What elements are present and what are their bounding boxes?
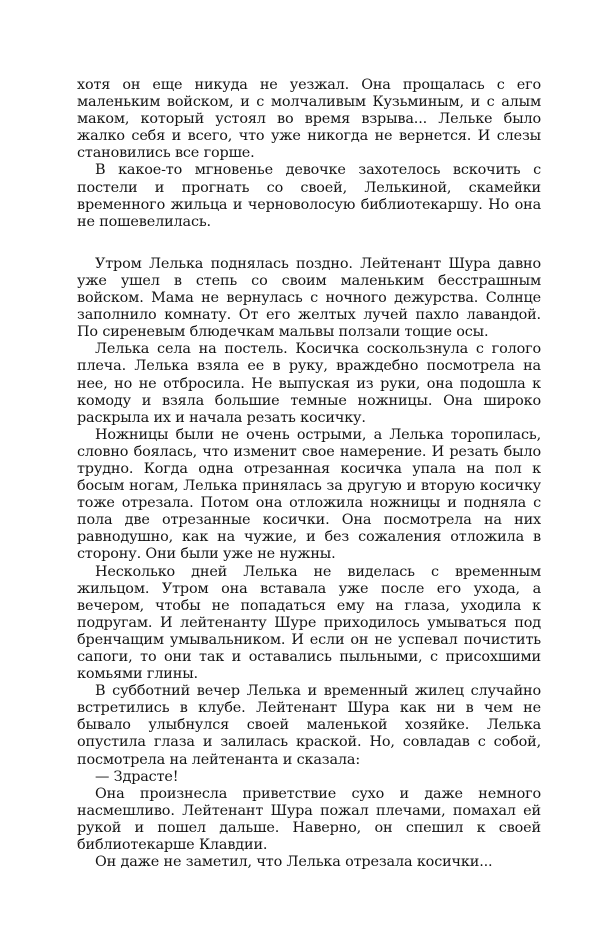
dialogue-line: — Здрасте! [95,768,179,785]
paragraph: Несколько дней Лелька не виделась с временным жильцом. Утром она вставала уже после его ухода, а вечером, чтобы не попадаться ему на глаза, уходила к подругам. И лейтенанту Шуре приходилось умываться под бренчащим умывальником. И если он не успевал почистить сапоги, то они так и оставались пыльными, с присохшими комьями глины. [77,563,541,683]
paragraph: Он даже не заметил, что Лелька отрезала косички... [95,854,493,871]
paragraph: хотя он еще никуда не уезжал. Она прощалась с его маленьким войском, и с молчаливым Кузьминым, и с алым маком, который устоял во время взрыва... Лельке было жалко себя и всего, что уже никогда не вернется. И слезы становились все горше. [77,77,541,162]
paragraph: Ножницы были не очень острыми, а Лелька торопилась, словно боялась, что изменит свое намерение. И резать было трудно. Когда одна отрезанная косичка упала на пол к босым ногам, Лелька принялась за другую и вторую косичку тоже отрезала. Потом она отложила ножницы и подняла с пола две отрезанные косички. Она посмотрела на них равнодушно, как на чужие, и без сожаления отложила в сторону. Они были уже не нужны. [77,426,541,563]
paragraph: Утром Лелька поднялась поздно. Лейтенант Шура давно уже ушел в степь со своим маленьким бесстрашным войском. Мама не вернулась с ночного дежурства. Солнце заполнило комнату. От его желтых лучей пахло лавандой. По сиреневым блюдечкам мальвы ползали тощие осы. [77,255,541,341]
paragraph: Она произнесла приветствие сухо и даже немного насмешливо. Лейтенант Шура пожал плечами, помахал ей рукой и пошел дальше. Наверно, он спешил к своей библиотекарше Клавдии. [77,785,541,854]
paragraph: В какое-то мгновенье девочке захотелось вскочить с постели и прогнать со своей, Лелькиной, скамейки временного жильца и черноволосую библиотекаршу. Но она не пошевелилась. [77,162,541,230]
page-text [77,77,541,871]
paragraph: В субботний вечер Лелька и временный жилец случайно встретились в клубе. Лейтенант Шура как ни в чем не бывало улыбнулся своей маленькой хозяйке. Лелька опустила глаза и залилась краской. Но, совладав с собой, посмотрела на лейтенанта и сказала: [77,683,541,768]
section-break [77,231,541,256]
paragraph: Лелька села на постель. Косичка соскользнула с голого плеча. Лелька взяла ее в руку, враждебно посмотрела на нее, но не отбросила. Не выпуская из руки, она подошла к комоду и взяла большие темные ножницы. Она широко раскрыла их и начала резать косичку. [77,341,541,426]
